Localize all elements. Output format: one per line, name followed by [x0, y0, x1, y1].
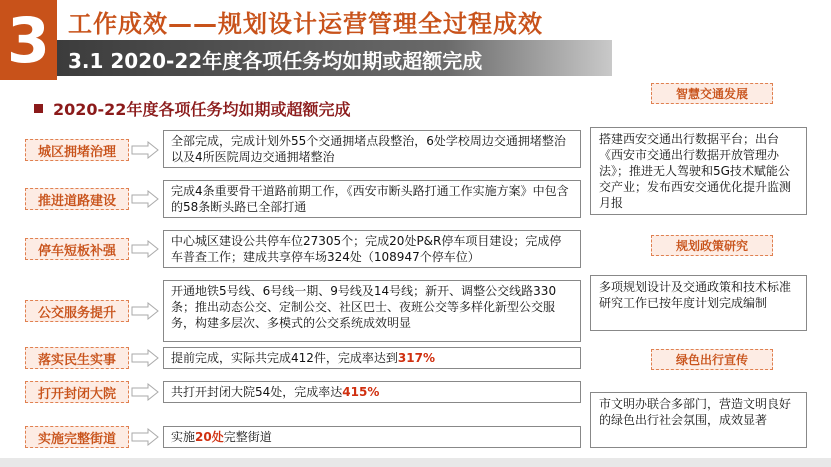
section-number-badge: 3 [0, 0, 57, 80]
bullet-square-icon [34, 104, 43, 113]
task-description [163, 381, 581, 403]
category-tag-congestion: 城区拥堵治理 [25, 139, 129, 161]
page-subtitle: 3.1 2020-22年度各项任务均如期或超额完成 [68, 49, 483, 73]
street-count-highlight: 20处 [195, 430, 224, 444]
task-text: 提前完成，实际共完成412件，完成率达到 [171, 351, 398, 365]
task-description: 全部完成，完成计划外55个交通拥堵点段整治，6处学校周边交通拥堵整治以及4所医院周边交通拥堵整治 [163, 130, 581, 168]
section-heading-text: 2020-22年度各项任务均如期或超额完成 [53, 100, 351, 119]
arrow-right-icon [131, 428, 159, 446]
task-description: 开通地铁5号线、6号线一期、9号线及14号线；新开、调整公交线路330条；推出动态公交、定制公交、社区巴士、夜班公交等多样化新型公交服务，构建多层次、多模式的公交系统成效明显 [163, 280, 581, 342]
completion-rate-highlight: 415% [342, 385, 380, 399]
task-description [163, 426, 581, 448]
arrow-right-icon [131, 349, 159, 367]
footer-bar [0, 458, 831, 467]
arrow-right-icon [131, 141, 159, 159]
category-tag-livelihood: 落实民生实事 [25, 347, 129, 369]
page-title: 工作成效——规划设计运营管理全过程成效 [68, 10, 543, 38]
task-text: 完整街道 [223, 430, 272, 444]
task-description: 完成4条重要骨干道路前期工作，《西安市断头路打通工作实施方案》中包含的58条断头路已全部打通 [163, 180, 581, 218]
category-tag-roads: 推进道路建设 [25, 188, 129, 210]
panel-text-smart-transport: 搭建西安交通出行数据平台；出台《西安市交通出行数据开放管理办法》；推进无人驾驶和5G技术赋能公交产业；发布西安交通优化提升监测月报 [590, 127, 807, 215]
completion-rate-highlight: 317% [397, 351, 435, 365]
section-heading [34, 97, 350, 120]
category-tag-parking: 停车短板补强 [25, 238, 129, 260]
panel-tag-smart-transport: 智慧交通发展 [651, 83, 773, 104]
category-tag-compounds: 打开封闭大院 [25, 381, 129, 403]
task-description [163, 347, 581, 369]
arrow-right-icon [131, 302, 159, 320]
panel-tag-green-travel: 绿色出行宣传 [651, 349, 773, 370]
task-text: 实施 [171, 430, 196, 444]
arrow-right-icon [131, 383, 159, 401]
panel-tag-policy-research: 规划政策研究 [651, 235, 773, 256]
task-text: 共打开封闭大院54处，完成率达 [171, 385, 343, 399]
arrow-right-icon [131, 190, 159, 208]
panel-text-green-travel: 市文明办联合多部门，营造文明良好的绿色出行社会氛围，成效显著 [590, 392, 807, 448]
task-description: 中心城区建设公共停车位27305个；完成20处P&R停车项目建设；完成停车普查工作；建成共享停车场324处（108947个停车位） [163, 230, 581, 268]
arrow-right-icon [131, 240, 159, 258]
category-tag-transit: 公交服务提升 [25, 300, 129, 322]
category-tag-streets: 实施完整街道 [25, 426, 129, 448]
panel-text-policy-research: 多项规划设计及交通政策和技术标准研究工作已按年度计划完成编制 [590, 275, 807, 331]
